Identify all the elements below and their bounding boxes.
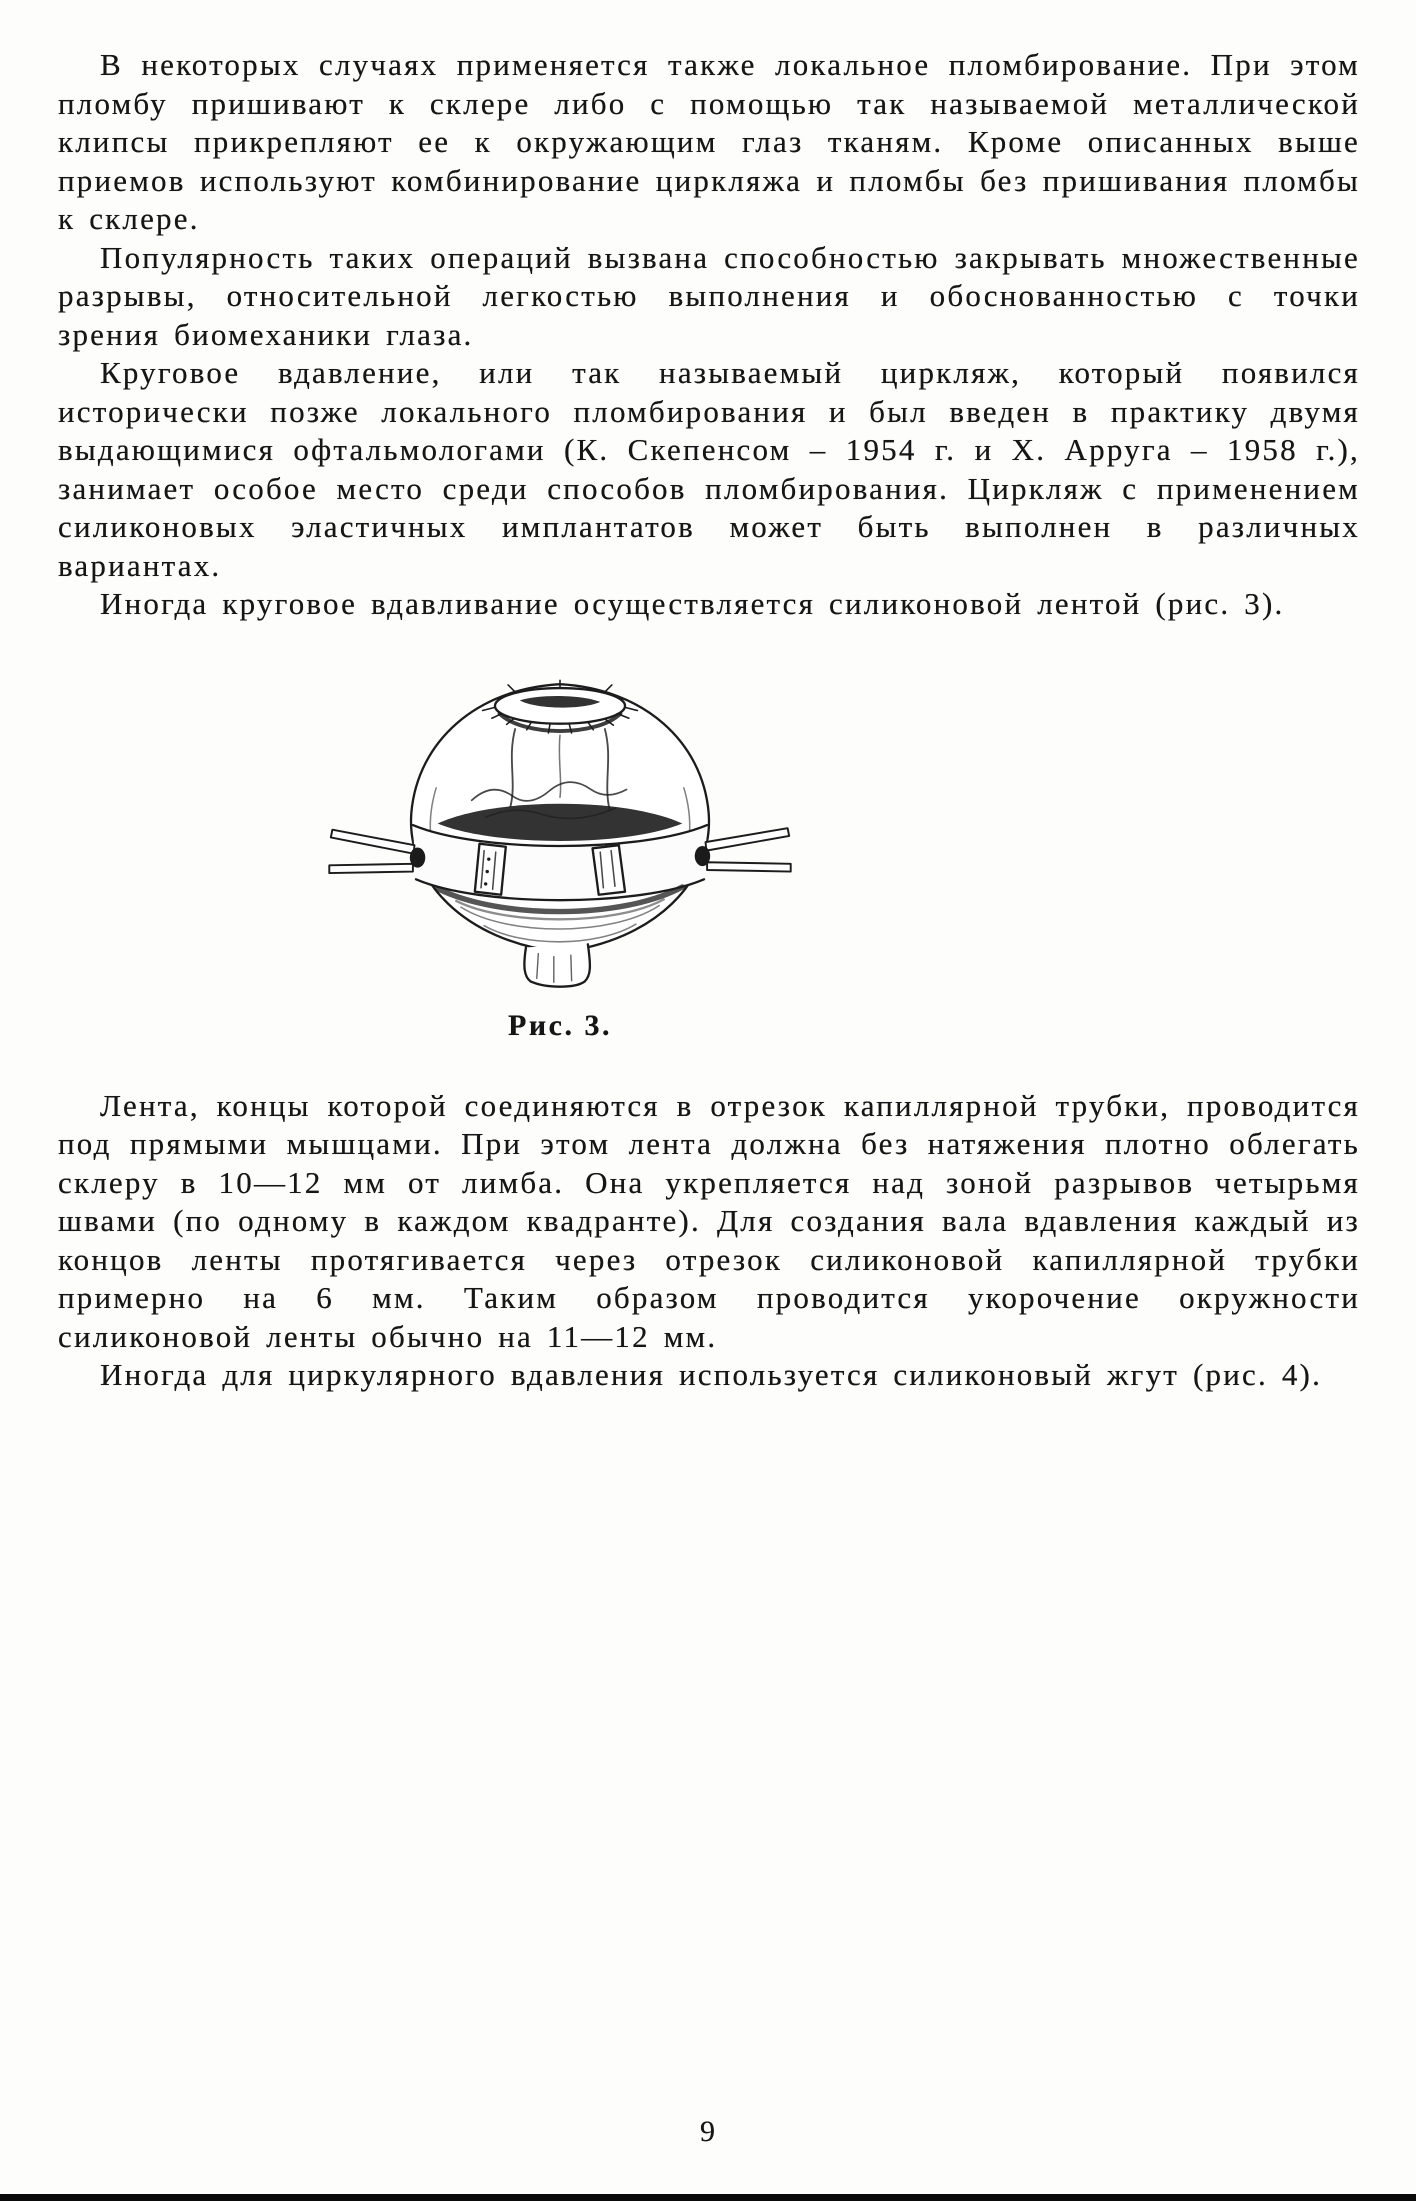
paragraph-6: Иногда для циркулярного вдавления используется силиконовый жгут (рис. 4).	[100, 1357, 1323, 1392]
figure-caption: Рис. 3.	[508, 1008, 612, 1042]
paragraph-5: Лента, концы которой соединяются в отрезок капиллярной трубки, проводится под прямыми мышцами. При этом лента должна без натяжения плотно облегать склеру в 10—12 мм от лимба. Она укрепляется над зоной разрывов четырьмя швами (по одному в каждом квадранте). Для создания вала вдавления каждый из концов ленты протягивается через отрезок силиконовой капиллярной трубки примерно на 6 мм. Таким образом проводится укорочение окружности силиконовой ленты обычно на 11—12 мм.	[58, 1087, 1360, 1354]
inferior-stump	[524, 944, 590, 986]
paragraph-2: Популярность таких операций вызвана способностью закрывать множественные разрывы, относительной легкостью выполнения и обоснованностью с точки зрения биомеханики глаза.	[58, 239, 1360, 352]
page-number: 9	[700, 2115, 716, 2148]
paragraph-4: Иногда круговое вдавливание осуществляется силиконовой лентой (рис. 3).	[100, 586, 1285, 621]
paragraph-1: В некоторых случаях применяется также локальное пломбирование. При этом пломбу пришивают к склере либо с помощью так называемой металлической клипсы прикрепляют ее к окружающим глаз тканям. Кроме описанных выше приемов используют комбинирование циркляжа и пломбы без пришивания пломбы к склере.	[58, 47, 1360, 236]
paragraph-3: Круговое вдавление, или так называемый циркляж, который появился исторически позже локального пломбирования и был введен в практику двумя выдающимися офтальмологами (К. Скепенсом – 1954 г. и Х. Арруга – 1958 г.), занимает особое место среди способов пломбирования. Циркляж с применением силиконовых эластичных имплантатов может быть выполнен в различных вариантах.	[58, 355, 1360, 583]
figure-3	[320, 664, 800, 1043]
eye-cerclage-illustration	[320, 664, 800, 997]
scan-edge-shadow	[0, 2194, 1416, 2201]
